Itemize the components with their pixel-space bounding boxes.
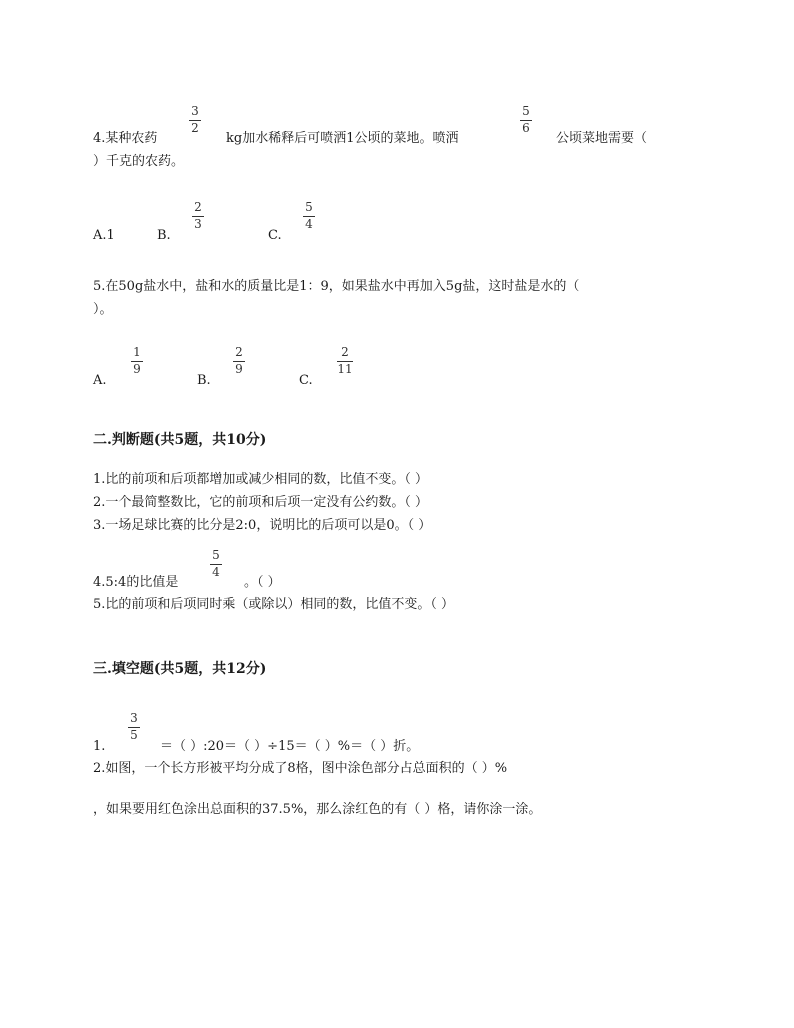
q4-option-c: C. xyxy=(268,228,282,243)
q4-option-b-fraction xyxy=(192,201,204,231)
section-2-title: 二.判断题(共5题，共10分) xyxy=(93,432,267,448)
denominator: 2 xyxy=(191,121,199,135)
q4-text-post: 公顷菜地需要（ xyxy=(556,131,648,146)
denominator: 11 xyxy=(337,362,353,376)
q4-option-b: B. xyxy=(157,228,171,243)
denominator: 9 xyxy=(133,362,141,376)
numerator: 2 xyxy=(194,200,202,214)
section-3-title: 三.填空题(共5题，共12分) xyxy=(93,661,267,677)
section-2-item-4-post: 。（ ） xyxy=(244,575,281,590)
section-2-item-5: 5.比的前项和后项同时乘（或除以）相同的数，比值不变。（ ） xyxy=(93,597,455,612)
q5-option-b-fraction xyxy=(233,346,245,376)
denominator: 6 xyxy=(522,121,530,135)
q5-option-c-fraction xyxy=(337,346,353,376)
section-2-item-4-pre: 4.5:4的比值是 xyxy=(93,575,179,590)
q4-text-line2: ）千克的农药。 xyxy=(93,154,185,169)
section-3-item-1-fraction xyxy=(128,712,140,742)
numerator: 5 xyxy=(212,548,220,562)
section-2-item-3: 3.一场足球比赛的比分是2:0，说明比的后项可以是0。（ ） xyxy=(93,518,432,533)
numerator: 3 xyxy=(130,711,138,725)
denominator: 3 xyxy=(194,217,202,231)
section-3-item-2-line1: 2.如图，一个长方形被平均分成了8格，图中涂色部分占总面积的（ ）% xyxy=(93,761,508,776)
section-3-item-1-pre: 1. xyxy=(93,739,106,754)
section-3-item-1-post: ＝（ ）:20＝（ ）÷15＝（ ）%＝（ ）折。 xyxy=(160,739,420,754)
section-2-item-2: 2.一个最简整数比，它的前项和后项一定没有公约数。（ ） xyxy=(93,495,429,510)
numerator: 5 xyxy=(522,104,530,118)
denominator: 5 xyxy=(130,728,138,742)
denominator: 9 xyxy=(235,362,243,376)
q5-text-line2: ）。 xyxy=(93,302,113,317)
q4-text-mid: kg加水稀释后可喷洒1公顷的菜地。喷洒 xyxy=(226,131,459,146)
q5-option-b: B. xyxy=(197,373,211,388)
numerator: 2 xyxy=(235,345,243,359)
q4-fraction-2 xyxy=(520,105,532,135)
section-2-item-4-fraction xyxy=(210,549,222,579)
q5-option-a-fraction xyxy=(131,346,143,376)
q4-option-a: A.1 xyxy=(93,228,115,243)
numerator: 5 xyxy=(305,200,313,214)
q5-option-c: C. xyxy=(299,373,313,388)
q5-option-a: A. xyxy=(93,373,107,388)
numerator: 1 xyxy=(133,345,141,359)
q4-option-c-fraction xyxy=(303,201,315,231)
numerator: 3 xyxy=(191,104,199,118)
q4-text-pre: 4.某种农药 xyxy=(93,131,158,146)
q5-text-line1: 5.在50g盐水中，盐和水的质量比是1：9，如果盐水中再加入5g盐，这时盐是水的（ xyxy=(93,279,580,294)
denominator: 4 xyxy=(212,565,220,579)
q4-fraction-1 xyxy=(189,105,201,135)
section-3-item-2-line2: ，如果要用红色涂出总面积的37.5%，那么涂红色的有（ ）格，请你涂一涂。 xyxy=(93,802,542,817)
section-2-item-1: 1.比的前项和后项都增加或减少相同的数，比值不变。（ ） xyxy=(93,472,429,487)
numerator: 2 xyxy=(341,345,349,359)
denominator: 4 xyxy=(305,217,313,231)
